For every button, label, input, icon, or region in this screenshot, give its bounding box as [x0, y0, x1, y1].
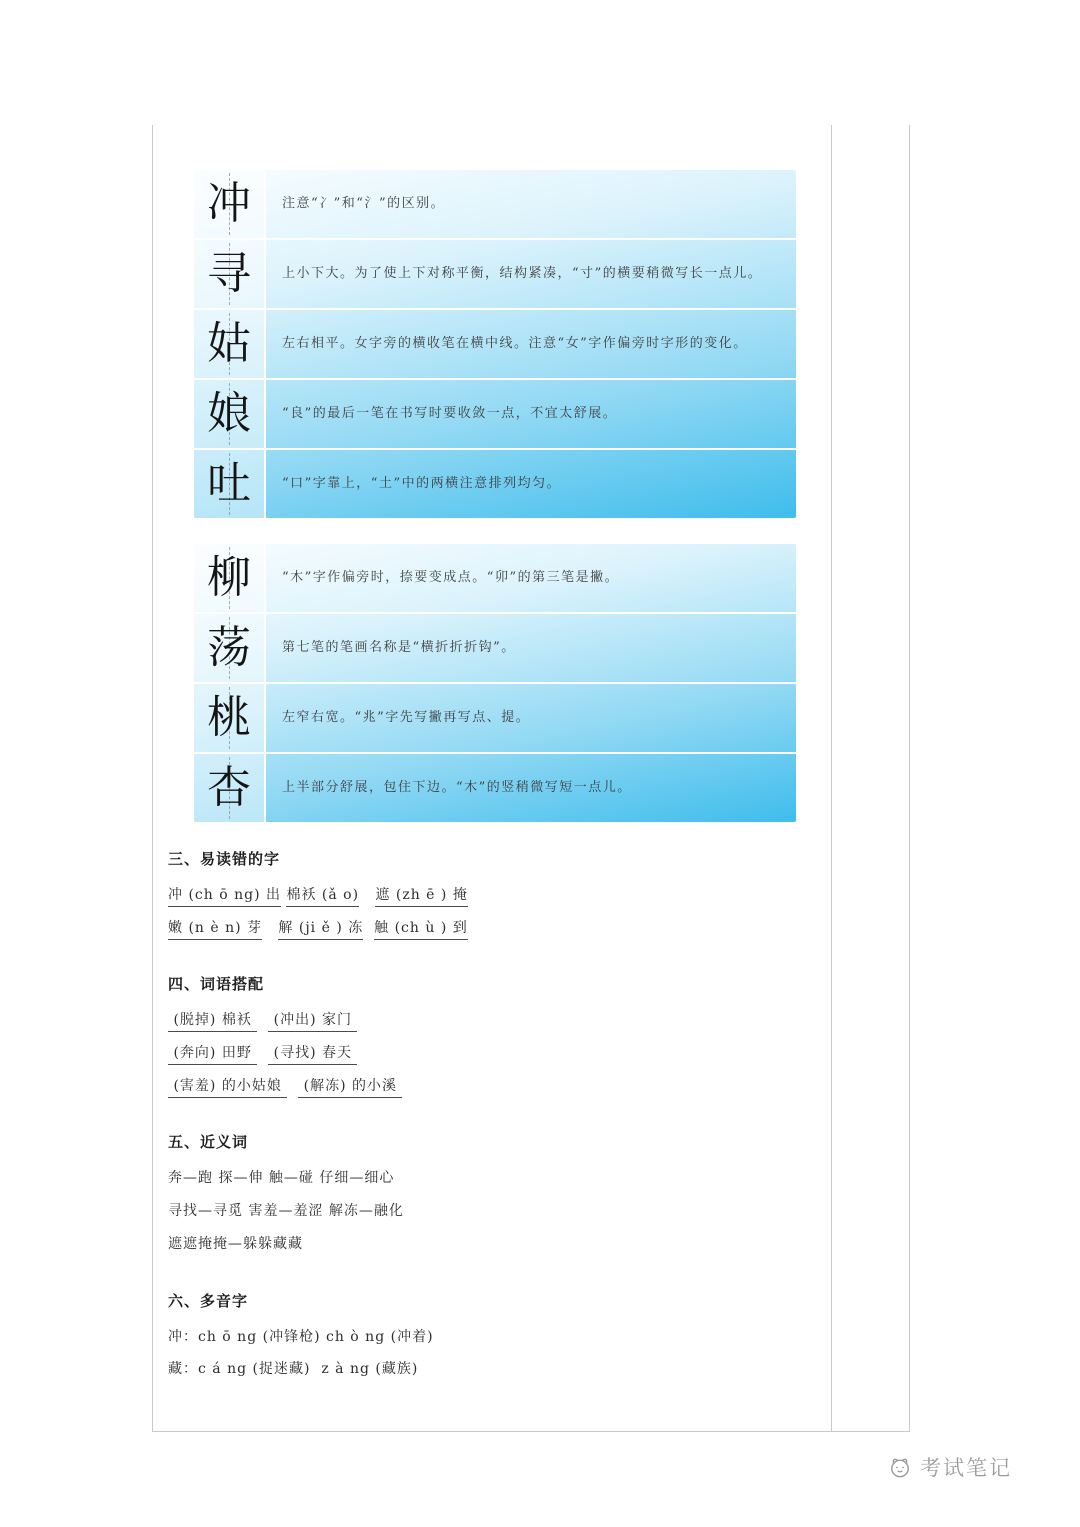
character-cell	[194, 380, 266, 448]
brand-watermark	[887, 1452, 1012, 1482]
section-heading: 六、多音字	[168, 1292, 249, 1310]
practice-character: 吐	[207, 458, 251, 509]
writing-tip: 上小下大。为了使上下对称平衡，结构紧凑，“寸”的横要稍微写长一点儿。	[282, 265, 763, 281]
text-segment: 触 (ch ù ) 到	[374, 920, 468, 940]
character-cell	[194, 450, 266, 518]
practice-character: 柳	[207, 552, 251, 603]
section-line	[168, 885, 805, 907]
writing-tip: 左右相平。女字旁的横收笔在横中线。注意“女”字作偏旁时字形的变化。	[282, 335, 748, 351]
text-segment: (寻找) 春天	[268, 1045, 357, 1065]
text-segment: (脱掉) 棉袄	[168, 1012, 257, 1032]
text-segment	[262, 920, 278, 936]
text-segment: 棉袄 (ǎ o)	[286, 887, 359, 907]
text-segment: 冲：ch ō ng (冲锋枪) ch ò ng (冲着)	[168, 1328, 434, 1345]
practice-character: 姑	[207, 318, 251, 369]
brand-text: 考试笔记	[920, 1457, 1012, 1480]
note-section	[168, 848, 805, 939]
table-row	[194, 380, 796, 450]
section-line	[168, 1168, 805, 1190]
text-segment	[359, 887, 375, 903]
note-section	[168, 1290, 805, 1381]
section-line	[168, 918, 805, 940]
brand-icon	[887, 1454, 913, 1480]
character-cell	[194, 544, 266, 612]
writing-tip: 注意“冫”和“氵”的区别。	[282, 195, 446, 211]
text-segment: 嫩 (n è n) 芽	[168, 920, 262, 940]
text-segment: (解冻) 的小溪	[298, 1078, 402, 1098]
practice-character: 冲	[207, 178, 251, 229]
section-line	[168, 1234, 805, 1256]
section-heading: 五、近义词	[168, 1134, 249, 1152]
main-content	[153, 125, 831, 1392]
text-segment: 遮 (zh ē ) 掩	[375, 887, 467, 907]
text-segment	[257, 1012, 268, 1028]
table-row	[194, 614, 796, 684]
section-heading: 三、易读错的字	[168, 851, 281, 868]
text-segment	[363, 920, 374, 936]
table-row	[194, 450, 796, 518]
section-line	[168, 1201, 805, 1223]
text-segment: (害羞) 的小姑娘	[168, 1078, 287, 1098]
table-row	[194, 684, 796, 754]
section-line	[168, 1010, 805, 1032]
writing-tip: 第七笔的笔画名称是“横折折折钩”。	[282, 639, 516, 655]
note-sections	[168, 848, 805, 1381]
char-tables	[168, 170, 805, 822]
text-segment	[287, 1078, 298, 1094]
writing-tip: “木”字作偏旁时，捺要变成点。“卯”的第三笔是撇。	[282, 569, 620, 585]
note-section	[168, 1131, 805, 1255]
table-row	[194, 754, 796, 822]
section-line	[168, 1359, 805, 1381]
table-row	[194, 170, 796, 240]
character-cell	[194, 684, 266, 752]
practice-character: 桃	[207, 692, 251, 743]
practice-character: 寻	[207, 248, 251, 299]
table-column-divider	[831, 125, 832, 1431]
character-cell	[194, 310, 266, 378]
text-segment: 奔—跑 探—伸 触—碰 仔细—细心	[168, 1170, 395, 1187]
text-segment: 遮遮掩掩—躲躲藏藏	[168, 1235, 303, 1252]
character-cell	[194, 170, 266, 238]
writing-tip: “口”字靠上，“土”中的两横注意排列均匀。	[282, 475, 562, 491]
table-row	[194, 310, 796, 380]
section-line	[168, 1076, 805, 1098]
practice-character: 娘	[207, 388, 251, 439]
text-segment: 藏：c á ng (捉迷藏) z à ng (藏族)	[168, 1361, 419, 1378]
character-cell	[194, 614, 266, 682]
text-segment: (冲出) 家门	[268, 1012, 357, 1032]
text-segment: 解 (ji ě ) 冻	[278, 920, 363, 940]
calligraphy-table	[194, 544, 796, 822]
text-segment: 寻找—寻觅 害羞—羞涩 解冻—融化	[168, 1203, 404, 1220]
practice-character: 杏	[207, 762, 251, 813]
section-line	[168, 1327, 805, 1349]
practice-character: 荡	[207, 622, 251, 673]
writing-tip: 上半部分舒展，包住下边。“木”的竖稍微写短一点儿。	[282, 779, 632, 795]
table-row	[194, 240, 796, 310]
calligraphy-table	[194, 170, 796, 518]
section-line	[168, 1043, 805, 1065]
section-heading: 四、词语搭配	[168, 976, 265, 994]
character-cell	[194, 754, 266, 822]
table-row	[194, 544, 796, 614]
text-segment	[257, 1045, 268, 1061]
writing-tip: 左窄右宽。“兆”字先写撇再写点、提。	[282, 709, 531, 725]
writing-tip: “良”的最后一笔在书写时要收敛一点，不宜太舒展。	[282, 405, 618, 421]
note-section	[168, 973, 805, 1097]
document-table-border	[152, 125, 910, 1432]
text-segment: (奔向) 田野	[168, 1045, 257, 1065]
character-cell	[194, 240, 266, 308]
text-segment: 冲 (ch ō ng) 出	[168, 887, 281, 907]
